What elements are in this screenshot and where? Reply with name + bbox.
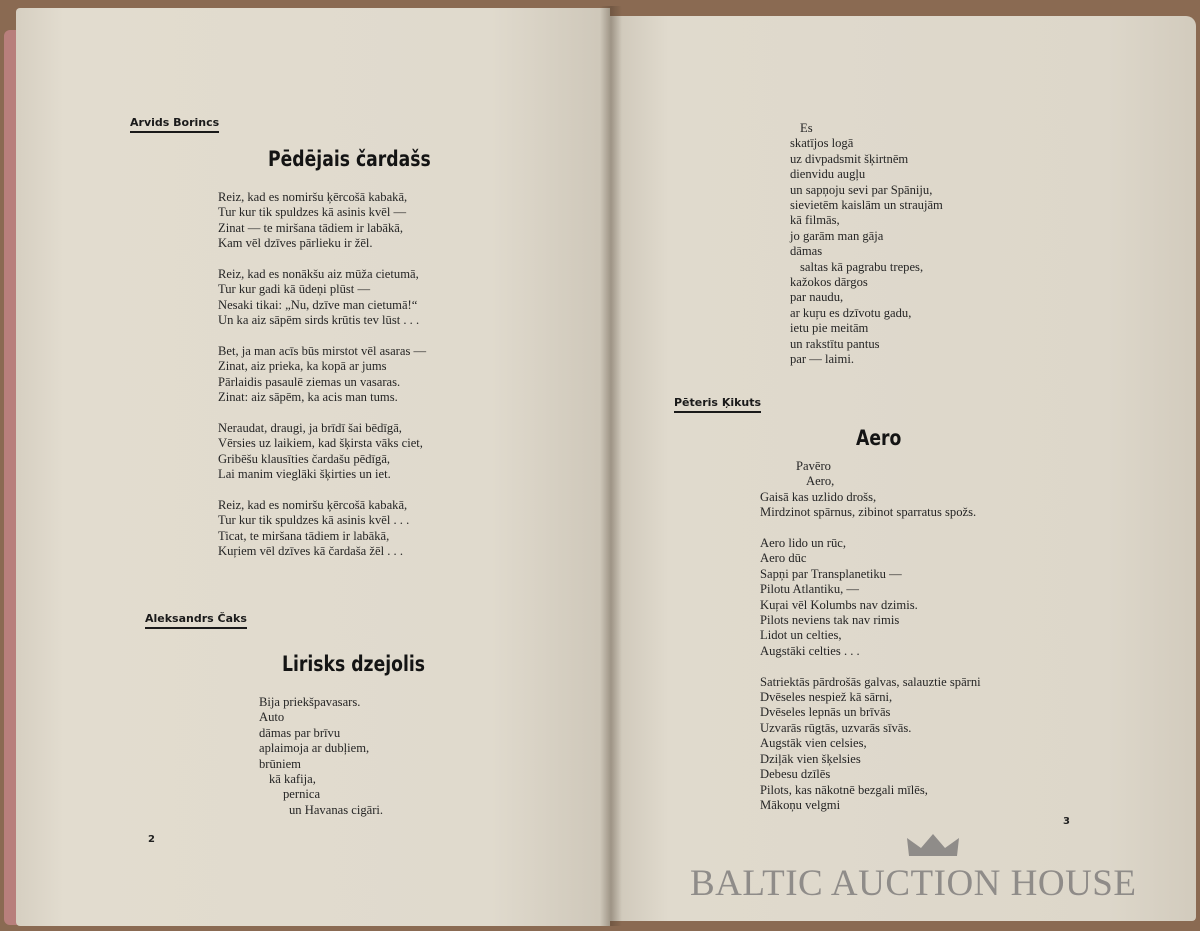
- author-borincs: Arvids Borincs: [130, 116, 219, 133]
- author-caks: Aleksandrs Čaks: [145, 612, 247, 629]
- poem-line: Es: [800, 121, 813, 135]
- poem-line: un Havanas cigāri.: [289, 802, 384, 817]
- poem-line: Zinat: aiz sāpēm, ka acis man tums.: [218, 390, 398, 405]
- poem-line: Kuŗai vēl Kolumbs nav dzimis.: [760, 597, 918, 612]
- poem-line: Kuŗiem vēl dzīves kā čardaša žēl . . .: [218, 544, 403, 559]
- poem-line: ar kuŗu es dzīvotu gadu,: [790, 305, 912, 320]
- poem-line: Augstāk vien celsies,: [760, 736, 867, 751]
- right-page: [610, 16, 1196, 921]
- poem-line: Gaisā kas uzlido drošs,: [760, 489, 877, 504]
- poem-line: pernica: [283, 787, 321, 802]
- poem-title-pedejais-cardass: Pēdējais čardašs: [268, 147, 431, 171]
- book-gutter: [600, 6, 622, 926]
- poem-line: saltas kā pagrabu trepes,: [800, 259, 924, 274]
- poem-line: Pilots, kas nākotnē bezgali mīlēs,: [760, 782, 928, 797]
- poem-line: brūniem: [259, 756, 301, 771]
- poem-line: Reiz, kad es nonākšu aiz mūža cietumā,: [218, 267, 419, 282]
- page-number-left: 2: [148, 834, 155, 845]
- poem-line: Neraudat, draugi, ja brīdī šai bēdīgā,: [218, 421, 402, 436]
- poem-line: [760, 659, 981, 674]
- left-page: [16, 8, 610, 926]
- poem-line: Mākoņu velgmi: [760, 797, 841, 812]
- poem-line: Bet, ja man acīs būs mirstot vēl asaras —: [218, 344, 427, 359]
- poem-line: Tur kur tik spuldzes kā asinis kvēl —: [218, 205, 407, 220]
- poem-line: dāmas par brīvu: [259, 725, 341, 740]
- poem-line: Dvēseles nespiež kā sārni,: [760, 690, 893, 705]
- poem-line: Dziļāk vien šķelsies: [760, 751, 861, 766]
- poem-line: Aero dūc: [760, 551, 807, 566]
- poem-lirisks-continued: [790, 121, 943, 368]
- poem-line: un rakstītu pantus: [790, 336, 880, 351]
- poem-line: [218, 406, 426, 421]
- poem-line: Bija priekšpavasars.: [259, 695, 361, 709]
- poem-line: Mirdzinot spārnus, zibinot sparratus spožs.: [760, 505, 977, 520]
- poem-line: Tur kur gadi kā ūdeņi plūst —: [218, 282, 371, 297]
- poem-line: Nesaki tikai: „Nu, dzīve man cietumā!“: [218, 297, 418, 312]
- poem-line: Kam vēl dzīves pārlieku ir žēl.: [218, 236, 373, 251]
- poem-line: par — laimi.: [790, 352, 855, 367]
- page-number-right: 3: [1063, 816, 1070, 827]
- poem-line: Pārlaidis pasaulē ziemas un vasaras.: [218, 374, 401, 389]
- poem-line: Gribēšu klausīties čardašu pēdīgā,: [218, 451, 391, 466]
- poem-line: kā kafija,: [269, 772, 316, 787]
- poem-line: aplaimoja ar dubļiem,: [259, 741, 370, 756]
- poem-line: [760, 521, 981, 536]
- poem-line: ietu pie meitām: [790, 321, 869, 336]
- poem-line: Dvēseles lepnās un brīvās: [760, 705, 891, 720]
- poem-line: Uzvarās rūgtās, uzvarās sīvās.: [760, 720, 912, 735]
- crown-icon: [905, 832, 961, 860]
- poem-line: [218, 483, 426, 498]
- poem-line: Lai manim vieglāki šķirties un iet.: [218, 467, 391, 482]
- poem-line: Un ka aiz sāpēm sirds krūtis tev lūst . . .: [218, 313, 420, 328]
- poem-line: Zinat — te miršana tādiem ir labākā,: [218, 220, 403, 235]
- poem-line: Auto: [259, 710, 285, 725]
- poem-line: Pavēro: [796, 459, 831, 473]
- poem-line: uz divpadsmit šķirtnēm: [790, 151, 909, 166]
- poem-line: kažokos dārgos: [790, 275, 868, 290]
- poem-line: jo garām man gāja: [790, 228, 884, 243]
- poem-line: Zinat, aiz prieka, ka kopā ar jums: [218, 359, 387, 374]
- poem-line: Satriektās pārdrošās galvas, salauztie spārni: [760, 674, 981, 689]
- poem-line: Tur kur tik spuldzes kā asinis kvēl . . .: [218, 513, 410, 528]
- poem-line: Pilotu Atlantiku, —: [760, 582, 860, 597]
- poem-line: Sapņi par Transplanetiku —: [760, 566, 902, 581]
- poem-line: kā filmās,: [790, 213, 840, 228]
- poem-line: Vērsies uz laikiem, kad šķirsta vāks ciet,: [218, 436, 423, 451]
- poem-line: Aero,: [806, 474, 835, 489]
- poem-line: dāmas: [790, 244, 823, 259]
- poem-line: Reiz, kad es nomiršu ķērcošā kabakā,: [218, 498, 408, 513]
- poem-line: skatījos logā: [790, 136, 854, 151]
- poem-line: Aero lido un rūc,: [760, 536, 847, 551]
- poem-line: sievietēm kaislām un straujām: [790, 198, 943, 213]
- author-kikuts: Pēteris Ķikuts: [674, 396, 761, 413]
- poem-title-lirisks-dzejolis: Lirisks dzejolis: [282, 652, 426, 676]
- poem-line: Ticat, te miršana tādiem ir labākā,: [218, 528, 390, 543]
- poem-line: Pilots neviens tak nav rimis: [760, 613, 900, 628]
- poem-line: Lidot un celties,: [760, 628, 842, 643]
- poem-line: Augstāki celties . . .: [760, 643, 860, 658]
- poem-line: [218, 329, 426, 344]
- poem-line: dienvidu augļu: [790, 167, 866, 182]
- poem-line: un sapņoju sevi par Spāniju,: [790, 182, 933, 197]
- poem-title-aero: Aero: [856, 426, 902, 450]
- watermark-text: BALTIC AUCTION HOUSE: [690, 863, 1137, 904]
- poem-line: [218, 252, 426, 267]
- poem-pedejais-cardass: [218, 190, 426, 560]
- poem-line: Debesu dzīlēs: [760, 767, 831, 782]
- poem-line: par naudu,: [790, 290, 844, 305]
- poem-lirisks-dzejolis: [259, 695, 383, 818]
- poem-aero: [760, 459, 981, 813]
- poem-line: Reiz, kad es nomiršu ķērcošā kabakā,: [218, 190, 408, 204]
